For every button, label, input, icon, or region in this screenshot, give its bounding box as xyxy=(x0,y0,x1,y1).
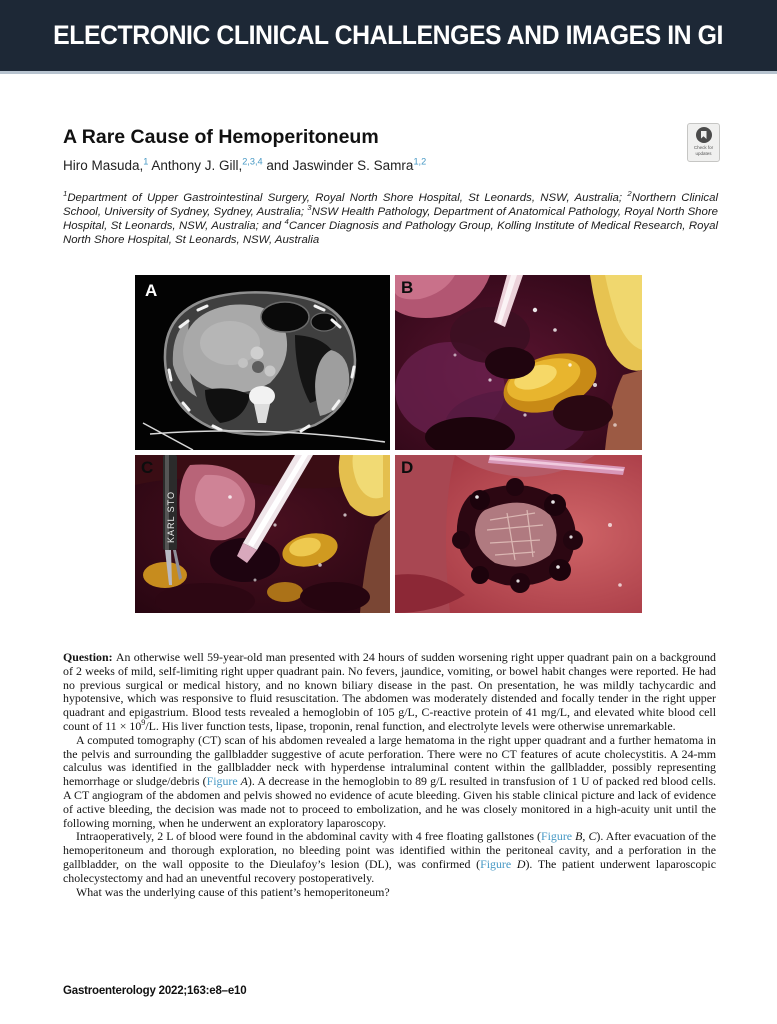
figure-panel-d-laparoscopy-image xyxy=(395,455,642,613)
laparoscopy-graphic xyxy=(395,275,642,450)
paragraph-ct-findings: A computed tomography (CT) scan of his abdomen revealed a large hematoma in the right upper quadrant and a further hematoma in the pelvis and surrounding the gallbladder suggestive of acute perforation. There were no CT features of acute cholecystitis. A 24-mm calculus was identified in the gallbladder neck with hyperdense intraluminal content within the gallbladder, possibly representing hemorrhage or sludge/debris (Figure A). A decrease in the hemoglobin to 89 g/L resulted in transfusion of 1 U of packed red blood cells. A CT angiogram of the abdomen and pelvis showed no evidence of acute bleeding. Given his stable clinical picture and lack of evidence of active bleeding, the decision was made not to proceed to embolization, and he was closely monitored in a high-acuity unit until the following morning, when he underwent an exploratory laparoscopy. xyxy=(63,732,716,830)
article-title: A Rare Cause of Hemoperitoneum xyxy=(63,126,379,148)
author-line: Hiro Masuda,$^1$ Anthony J. Gill,$^{2,3,4}$ and Jaswinder S. Samra$^{1,2}$ xyxy=(63,156,427,173)
paragraph-intraoperative: Intraoperatively, 2 L of blood were found in the abdominal cavity with 4 free floating gallstones (Figure B, C). After evacuation of the hemoperitoneum and thorough exploration, no bleeding point was identified within the peritoneal cavity, and a perforation in the gallbladder, on the wall opposite to the Dieulafoy’s lesion (DL), was confirmed (Figure D). The patient underwent laparoscopic cholecystectomy and had an uneventful recovery postoperatively. xyxy=(63,829,717,885)
section-banner xyxy=(0,0,777,74)
panel-label-b: B xyxy=(401,278,414,297)
check-for-updates-badge[interactable] xyxy=(687,123,720,162)
figure-reference-link[interactable]: Figure xyxy=(206,774,238,789)
figure-reference-link[interactable]: Figure xyxy=(541,829,573,844)
laparoscopy-graphic xyxy=(135,455,390,613)
figure-panels xyxy=(135,275,642,613)
panel-label-d: D xyxy=(401,458,414,477)
ct-scan-graphic xyxy=(135,275,390,450)
instrument-brand-text: KARL STO xyxy=(166,490,176,543)
check-for-updates-label: Check for updates xyxy=(693,145,714,156)
affiliations: $^1$Department of Upper Gastrointestinal Surgery, Royal North Shore Hospital, St Leonards, NSW, Australia; $^2$Northern Clinical School, University of Sydney, Sydney, Australia; $^3$NSW Health Pathology, Department of Anatomical Pathology, Royal North Shore Hospital, St Leonards, NSW, Australia; and $^4$Cancer Diagnosis and Pathology Group, Kolling Institute of Medical Research, Royal North Shore Hospital, St Leonards, NSW, Australia xyxy=(63,189,718,246)
paragraph-question: Question: An otherwise well 59-year-old man presented with 24 hours of sudden worsening right upper quadrant pain on a background of 2 weeks of mild, self-limiting right upper quadrant pain. No fevers, jaundice, vomiting, or bowel habit changes were reported. He had no previous surgical or medical history, and no known biliary disease in the past. On presentation, he was mildly tachycardic and hypotensive, which was responsive to fluid resuscitation. The abdomen was moderately distended and focally tender in the right upper quadrant and epigastrium. Blood tests revealed a hemoglobin of 105 g/L, C-reactive protein of 41 mg/L, and elevated white blood cell count of $11 \times 10^9/L$. His liver function tests, lipase, troponin, renal function, and electrolyte levels were otherwise unremarkable. xyxy=(63,650,716,733)
section-banner-title: ELECTRONIC CLINICAL CHALLENGES AND IMAGES IN GI xyxy=(53,20,724,50)
figure-panel-a-ct-image xyxy=(135,275,390,450)
crossmark-icon xyxy=(696,127,712,143)
panel-label-c: C xyxy=(141,458,154,477)
figure-reference-link[interactable]: Figure xyxy=(480,856,512,871)
figure-panel-c-laparoscopy-image xyxy=(135,455,390,613)
crossmark-flag-icon xyxy=(701,131,707,139)
panel-label-a: A xyxy=(145,281,158,300)
figure-panel-b-laparoscopy-image xyxy=(395,275,642,450)
paragraph-final-question: What was the underlying cause of this patient’s hemoperitoneum? xyxy=(76,884,390,899)
article-body xyxy=(63,651,716,899)
laparoscopy-graphic xyxy=(395,455,642,613)
journal-citation: Gastroenterology 2022;163:e8–e10 xyxy=(63,985,247,997)
